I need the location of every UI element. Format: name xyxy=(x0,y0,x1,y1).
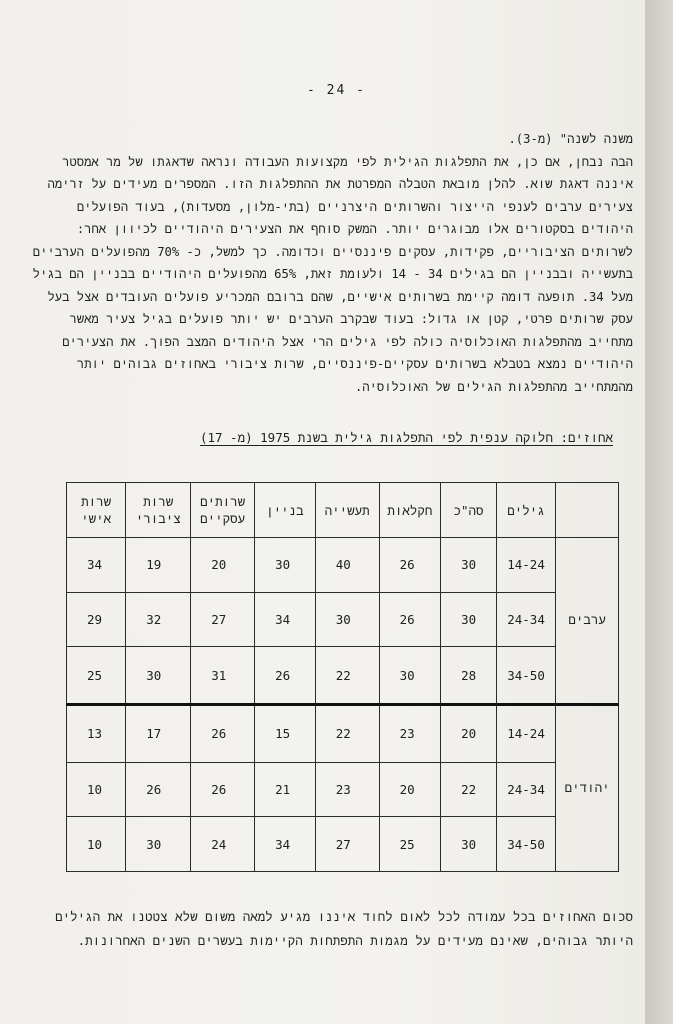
group-label-arabs: ערבים xyxy=(556,538,619,705)
age-distribution-table xyxy=(66,482,619,872)
value-cell: 20 xyxy=(441,704,497,762)
table-header-row xyxy=(67,483,619,538)
age-cell: 24-34 xyxy=(496,592,556,647)
value-cell: 26 xyxy=(191,704,255,762)
value-cell: 34 xyxy=(255,817,316,872)
value-cell: 30 xyxy=(255,538,316,593)
group-label-jews: יהודים xyxy=(556,704,619,871)
footer-line: היותר גבוהים, שאינם מעידים על מגמות התפתחות הקיימות בעשרים השנים האחרונות. xyxy=(77,933,633,948)
intro-paragraph xyxy=(23,128,633,398)
value-cell: 32 xyxy=(126,592,191,647)
value-cell: 21 xyxy=(255,762,316,817)
value-cell: 30 xyxy=(315,592,379,647)
header-agriculture: חקלאות xyxy=(379,483,441,538)
value-cell: 13 xyxy=(67,704,126,762)
value-cell: 23 xyxy=(315,762,379,817)
intro-line: עסק שרותים פרטי, קטן או גדול: בעוד שבקרב הערבים יש יותר פועלים בגיל צעיר מאשר xyxy=(69,312,633,326)
value-cell: 27 xyxy=(315,817,379,872)
value-cell: 34 xyxy=(67,538,126,593)
age-cell: 34-50 xyxy=(496,647,556,705)
value-cell: 29 xyxy=(67,592,126,647)
value-cell: 40 xyxy=(315,538,379,593)
intro-line: בתעשייה ובבניין הם בגילים 34 - 14 ולעומת זאת, 65% מהפועלים היהודיים בבניין הם בגיל xyxy=(32,267,633,281)
page-number: - 24 - xyxy=(307,83,366,98)
value-cell: 10 xyxy=(67,817,126,872)
value-cell: 10 xyxy=(67,762,126,817)
value-cell: 17 xyxy=(126,704,191,762)
age-cell: 34-50 xyxy=(496,817,556,872)
footer-line: סכום האחוזים בכל עמודה לכל לאום לחוד איננו מגיע למאה משום שלא צטטנו את הגילים xyxy=(55,909,633,924)
intro-line: מעל 34. תופעה דומה קיימת בשרותים אישיים, שהם ברובם המכריע פועלים העובדים אצל בעל xyxy=(47,289,633,304)
value-cell: 30 xyxy=(126,647,191,705)
header-industry: תעשייה xyxy=(315,483,379,538)
value-cell: 26 xyxy=(191,762,255,817)
header-business-services: שרותים עסקיים xyxy=(191,483,255,538)
table-row xyxy=(67,647,619,705)
intro-line: מתחייב מהתפלגות האוכלוסיה כולה לפי גילים הרי אצל היהודים המצב הפוך. את הצעירים xyxy=(62,334,633,349)
header-total: סה"כ xyxy=(441,483,497,538)
intro-line: איננה דאגת שוא. להלן מובאת הטבלה המפרטת את ההתפלגות הזו. המספרים מעידים על זרימה xyxy=(47,177,633,191)
age-cell: 14-24 xyxy=(496,704,556,762)
value-cell: 22 xyxy=(441,762,497,817)
value-cell: 30 xyxy=(441,538,497,593)
value-cell: 28 xyxy=(441,647,497,705)
footer-paragraph xyxy=(23,905,633,953)
value-cell: 30 xyxy=(441,592,497,647)
value-cell: 26 xyxy=(255,647,316,705)
value-cell: 25 xyxy=(67,647,126,705)
table-caption: אחוזים: חלוקה ענפית לפי התפלגות גילית בשנת 1975 (מ- 17) xyxy=(199,430,613,445)
value-cell: 30 xyxy=(379,647,441,705)
page-edge xyxy=(645,0,673,1024)
age-cell: 24-34 xyxy=(496,762,556,817)
table-row xyxy=(67,762,619,817)
value-cell: 27 xyxy=(191,592,255,647)
value-cell: 22 xyxy=(315,704,379,762)
intro-line: מהמתחייב מהתפלגות הגילים של האוכלוסיה. xyxy=(354,379,633,394)
intro-line: הבה נבחן, אם כן, את התפלגות הגילית לפי מקצועות העבודה ונראה שדאגתו של מר אמסטר xyxy=(62,154,633,169)
value-cell: 25 xyxy=(379,817,441,872)
value-cell: 26 xyxy=(126,762,191,817)
value-cell: 31 xyxy=(191,647,255,705)
value-cell: 22 xyxy=(315,647,379,705)
table-row xyxy=(67,592,619,647)
intro-line: צעירים ערבים לענפי הייצור והשרותים היצרניים (בתי-מלון, מסעדות), בעוד הפועלים xyxy=(76,199,633,214)
value-cell: 23 xyxy=(379,704,441,762)
value-cell: 30 xyxy=(126,817,191,872)
age-cell: 14-24 xyxy=(496,538,556,593)
header-ages: גילים xyxy=(496,483,556,538)
header-corner xyxy=(556,483,619,538)
header-personal-service: שרות אישי xyxy=(67,483,126,538)
table-row xyxy=(67,817,619,872)
value-cell: 26 xyxy=(379,592,441,647)
value-cell: 34 xyxy=(255,592,316,647)
value-cell: 30 xyxy=(441,817,497,872)
value-cell: 15 xyxy=(255,704,316,762)
value-cell: 20 xyxy=(379,762,441,817)
intro-line: היהודים בסקטורים אלו מבוגרים יותר. המשק סוחף את הצעירים היהודיים לכיוון אחר: xyxy=(76,222,633,236)
table-row xyxy=(67,538,619,593)
value-cell: 19 xyxy=(126,538,191,593)
value-cell: 26 xyxy=(379,538,441,593)
table-row xyxy=(67,704,619,762)
intro-line: לשרותים הציבוריים, פקידות, עסקים פיננסיים וכדומה. כך למשל, כ- 70% מהפועלים הערביים xyxy=(32,244,633,259)
intro-line: משנה לשנה" (מ-3). xyxy=(508,132,633,146)
header-construction: בניין xyxy=(255,483,316,538)
value-cell: 20 xyxy=(191,538,255,593)
intro-line: היהודיים נמצא בטבלא בשרותים עסקיים-פיננסיים, שרות ציבורי באחוזים גבוהים יותר xyxy=(76,357,633,371)
header-public-service: שרות ציבורי xyxy=(126,483,191,538)
value-cell: 24 xyxy=(191,817,255,872)
